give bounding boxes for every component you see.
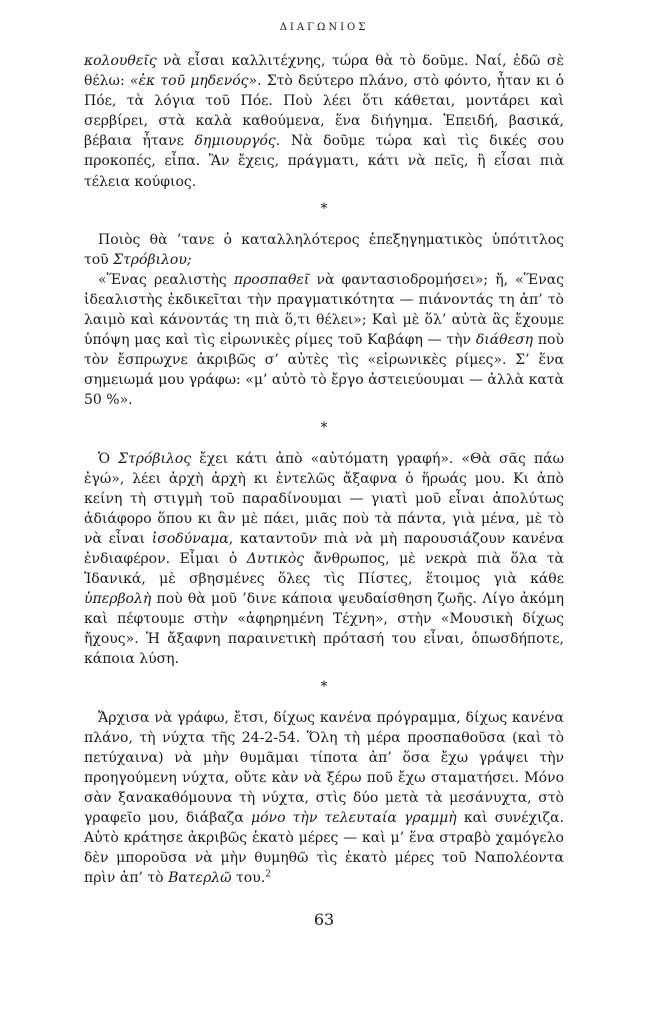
text-run: Ὁ	[98, 450, 119, 467]
text-run: ποὺ θὰ μοῦ ’δινε κάποια ψευδαίσθηση ζωῆς. Λίγο ἀκόμη καὶ πέφτουμε στὴν «ἀφηρημένη Τέχνη», στὴν «Μουσικὴ δίχως ἤχους». Ἡ ἄξαφνη παραινετικὴ πρότασή του εἶναι, ὁπωσδήποτε, κάποια λύση.	[84, 591, 564, 668]
italic-run: προσπαθεῖ	[233, 271, 310, 288]
italic-run: ὑπερβολὴ	[84, 591, 152, 608]
footnote-mark: 2	[265, 869, 271, 880]
section-separator-3: *	[320, 678, 328, 695]
italic-run: κολουθεῖς	[84, 53, 157, 69]
text-run: . Νὰ δοῦμε τώρα καὶ τὶς δικές σου προκοπές, εἶπα. Ἂν ἔχεις, πράγματι, κάτι νὰ πεῖς, ἢ εἶσαι πιὰ τέλεια κούφιος.	[84, 133, 565, 190]
running-head: ΔΙΑΓΩΝΙΟΣ	[279, 22, 369, 33]
italic-run: Στρόβιλου;	[113, 251, 192, 268]
italic-run: διάθεση	[475, 332, 534, 349]
text-run: Ἄρχισα νὰ γράφω, ἔτσι, δίχως κανένα πρόγραμμα, δίχως κανένα πλάνο, τὴ νύχτα τῆς 24-2-54. Ὅλη τὴ μέρα προσπαθοῦσα (καὶ τὸ πετύχαινα) νὰ μὴν θυμᾶμαι τίποτα ἀπ’ ὅσα ἔχω γράψει τὴν προηγούμενη νύχτα, οὔτε κὰν νὰ ξέρω ποῦ ἔχω σταματήσει. Μόνο σὰν ξανακαθόμουνα τὴ νύχτα, στὶς δύο μετὰ τὰ μεσάνυχτα, στὸ γραφεῖο μου, διάβαζα	[84, 709, 564, 826]
text-run: Ποιὸς θὰ ’τανε ὁ καταλληλότερος ἐπεξηγηματικὸς ὑπότιτλος τοῦ	[84, 231, 564, 268]
paragraph-section-2b	[84, 270, 564, 411]
section-separator-2: *	[320, 419, 328, 436]
text-run: νὰ εἶσαι καλλιτέχνης, τώρα θὰ τὸ δοῦμε. Ναί, ἐδῶ σὲ θέλω:	[84, 53, 564, 90]
book-page	[84, 22, 564, 929]
paragraph-section-4-text	[84, 710, 564, 887]
text-run: «Ἕνας ρεαλιστὴς	[98, 271, 234, 288]
text-run: ἔχει κάτι ἀπὸ «αὐτόματη γραφή». «Θὰ σᾶς πάω ἐγώ», λέει ἀρχὴ ἀρχὴ κι ἐντελῶς ἄξαφνα ὁ ἥρωάς μου. Κι ἀπὸ κείνη τὴ στιγμὴ τοῦ παραδίνουμαι — γιατὶ μοῦ εἶναι ἀπολύτως ἀδιάφορο ὅπου κι ἂν μὲ πάει, μιᾶς ποὺ τὰ πάντα, γιὰ μένα, μὲ τὸ νὰ εἶναι	[84, 450, 565, 547]
italic-run: Βατερλῶ	[168, 870, 232, 887]
text-run: ποὺ τὸν ἔσπρωχνε ἀκριβῶς σ’ αὐτὲς τὶς «εἰρωνικὲς ρίμες». Σ’ ἕνα σημειωμά μου γράφω: «μ’ αὐτὸ τὸ ἔργο ἀστειεύουμαι — ἀλλὰ κατὰ 50 %».	[84, 332, 564, 409]
paragraph-section-4	[84, 708, 564, 889]
italic-run: μόνο τὴν τελευταία γραμμὴ	[251, 810, 457, 826]
paragraph-section-2a	[84, 230, 564, 270]
italic-run: Στρόβιλος	[118, 450, 192, 467]
paragraph-section-1	[84, 51, 564, 192]
italic-run: δημιουργός	[194, 133, 276, 150]
italic-run: Δυτικὸς	[246, 550, 305, 567]
text-run: του.	[231, 870, 266, 887]
italic-run: «ἐκ τοῦ μηδενός»	[129, 73, 258, 90]
text-run: καὶ συνέχιζα. Αὐτὸ κράτησε ἀκριβῶς ἑκατὸ μέρες — καὶ μ’ ἕνα στραβὸ χαμόγελο δὲν μποροῦσα νὰ μὴν θυμηθῶ τὶς ἑκατὸ μέρες τοῦ Ναπολέοντα πρὶν ἀπ’ τὸ	[84, 810, 564, 887]
text-run: νὰ φαντασιοδρομήσει»; ἤ, «Ἕνας ἰδεαλιστὴς ἐκδικεῖται τὴν πραγματικότητα — πιάνοντάς τη ἀπ’ τὸ λαιμὸ καὶ κάνοντάς τη πιὰ ὅ,τι θέλει»; Καὶ μὲ ὅλ’ αὐτὰ ἂς ἔχουμε ὑπόψη μας καὶ τὶς εἰρωνικὲς ρίμες τοῦ Καβάφη — τὴν	[84, 271, 564, 349]
text-run: ἄνθρωπος, μὲ νεκρὰ πιὰ ὅλα τὰ Ἰδανικά, μὲ σβησμένες ὅλες τὶς Πίστες, ἕτοιμος γιὰ κάθε	[84, 550, 564, 588]
text-run: , καταντοῦν πιὰ νὰ μὴ παρουσιάζουν κανένα ἐνδιαφέρον. Εἶμαι ὁ	[84, 530, 565, 567]
section-separator-1: *	[320, 200, 328, 217]
text-run: . Στὸ δεύτερο πλάνο, στὸ φόντο, ἦταν κι ὁ Πόε, τὰ λόγια τοῦ Πόε. Ποὺ λέει ὅτι κάθεται, μοντάρει καὶ σερβίρει, στὰ καλὰ καθούμενα, ἕνα διήγημα. Ἐπειδή, βασικά, βέβαια ἦτανε	[84, 73, 565, 150]
italic-run: ἰσοδύναμα	[151, 530, 229, 547]
page-number: 63	[313, 910, 335, 930]
paragraph-section-3	[84, 449, 564, 670]
